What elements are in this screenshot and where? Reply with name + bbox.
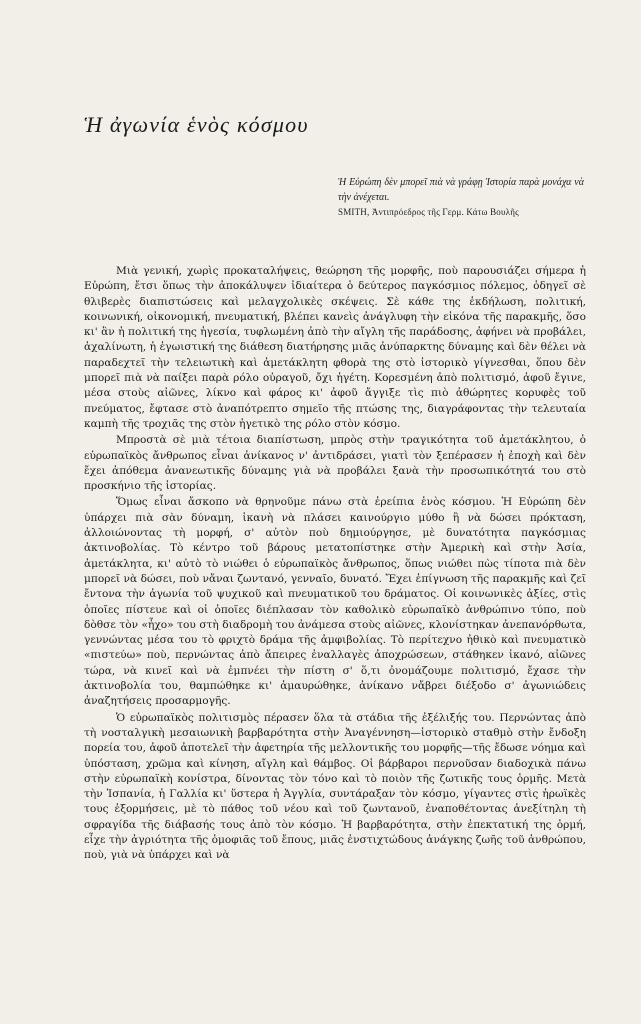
epigraph-quote: Ἡ Εὐρώπη δὲν μπορεῖ πιὰ νὰ γράφῃ Ἱστορία παρὰ μονάχα νὰ τὴν ἀνέχεται. <box>338 177 584 203</box>
paragraph: Μπροστὰ σὲ μιὰ τέτοια διαπίστωση, μπρὸς στὴν τραγικότητα τοῦ ἀμετάκλητου, ὁ εὐρωπαϊκὸς ἄνθρωπος εἶναι ἀνίκανος ν' ἀντιδράσει, γιατὶ τὸν ξεπέρασεν ἡ ἐποχὴ καὶ δὲν ἔχει ἀπόθεμα ἀνανεωτικῆς δύναμης γιὰ νὰ προβάλει ξανὰ τὴν προσωπικότητά του στὸ προσκήνιο τῆς ἱστορίας. <box>84 434 586 493</box>
epigraph <box>338 175 584 220</box>
paragraph: Μιὰ γενική, χωρὶς προκαταλήψεις, θεώρηση τῆς μορφῆς, ποὺ παρουσιάζει σήμερα ἡ Εὐρώπη, ἔτσι ὅπως τὴν ἀποκάλυψεν ἰδιαίτερα ὁ δεύτερος παγκόσμιος πόλεμος, ὁδηγεῖ σὲ θλιβερὲς διαπιστώσεις καὶ μελαγχολικὲς σκέψεις. Σὲ κάθε της ἐκδήλωση, πολιτική, κοινωνική, οἰκονομική, πνευματική, βλέπει κανεὶς ἀνάγλυφη τὴν εἰκόνα τῆς παρακμῆς, ὅσο κι' ἂν ἡ πολιτική της ἡγεσία, τυφλωμένη ἀπὸ τὴν αἴγλη τῆς παράδοσης, ἀφήνει νὰ προβάλει, ἀχαλίνωτη, ἡ ἐγωιστική της διάθεση διατήρησης μιᾶς ἀνύπαρκτης δύναμης καὶ δὲν θέλει νὰ παραδεχτεῖ τὴν τελειωτικὴ καὶ ἀμετάκλητη φθορὰ της στὸ ἱστορικὸ γίγνεσθαι, ὅπου δὲν μπορεῖ πιὰ νὰ παίξει παρὰ ρόλο οὐραγοῦ, ὄχι ἡγέτη. Κορεσμένη ἀπὸ πολιτισμό, ἀφοῦ ἔγινε, μέσα στοὺς αἰῶνες, λίκνο καὶ φάρος κι' ἀφοῦ ἄγγιξε τὶς πιὸ ἀθώρητες κορυφὲς τοῦ πνεύματος, ἔφτασε στὸ ἀναπότρεπτο σημεῖο τῆς πτώσης της, διαγράφοντας τὴν τελευταία καμπὴ τῆς τροχιᾶς της στὸν ἡγετικὸ της ρόλο στὸν κόσμο. <box>84 265 586 430</box>
page-title: Ἡ ἀγωνία ἑνὸς κόσμου <box>84 112 309 137</box>
epigraph-attribution: SMITH, Ἀντιπρόεδρος τῆς Γερμ. Κάτω Βουλῆς <box>338 207 519 217</box>
body-text <box>84 264 586 864</box>
paragraph: Ὅμως εἶναι ἄσκοπο νὰ θρηνοῦμε πάνω στὰ ἐρείπια ἑνὸς κόσμου. Ἡ Εὐρώπη δὲν ὑπάρχει πιὰ σὰν δύναμη, ἱκανὴ νὰ πλάσει καινούργιο μύθο ἢ νὰ δώσει πρόκταση, ἀλλοιώνοντας τὴ μορφή, σ' αὐτὸν ποὺ δημιούργησε, μὲ δυνατότητα παγκόσμιας ἀκτινοβολίας. Τὸ κέντρο τοῦ βάρους μετατοπίστηκε στὴν Ἀμερικὴ καὶ στὴν Ἀσία, ἀμετάκλητα, κι' αὐτὸ τὸ νιώθει ὁ εὐρωπαϊκὸς ἄνθρωπος, ὅπως νιώθει πὼς τίποτα πιὰ δὲν μπορεῖ νὰ δώσει, ποὺ νἄναι ζωντανό, γενναῖο, δυνατό. Ἔχει ἐπίγνωση τῆς παρακμῆς καὶ ζεῖ ἔντονα τὴν ἀγωνία τοῦ ψυχικοῦ καὶ πνευματικοῦ του δράματος. Οἱ κοινωνικὲς ἀξίες, στὶς ὁποῖες πίστευε καὶ οἱ ὁποῖες διέπλασαν τὸν καθολικὸ εὐρωπαϊκὸ ἀνθρώπινο τύπο, ποὺ δὸθσε τὸν «ἦχο» του στὴ διαδρομὴ του ἀνάμεσα στοὺς αἰῶνες, κλονίστηκαν ἀνεπανόρθωτα, γεννώντας μέσα του τὸ φριχτὸ δράμα τῆς ἀμφιβολίας. Τὸ περίτεχνο ἠθικὸ καὶ πνευματικὸ «πιστεύω» ποὺ, περνώντας ἀπὸ ἄπειρες ἐναλλαγὲς ἀποχρώσεων, στάθηκεν ἱκανό, αἰῶνες τώρα, νὰ κινεῖ καὶ νὰ ἐμπνέει τὴν πίστη σ' ὅ,τι ὀνομάζουμε πολιτισμό, ἔχασε τὴν ἀκτινοβολία του, θαμπώθηκε κι' ἀμαυρώθηκε, ἀνίκανο νἄβρει διέξοδο σ' ἀγωνιώδεις ἀναζητήσεις προσαρμογῆς. <box>84 496 586 708</box>
paragraph: Ὁ εὐρωπαϊκὸς πολιτισμὸς πέρασεν ὅλα τὰ στάδια τῆς ἐξέλιξής του. Περνώντας ἀπὸ τὴ νοσταλγικὴ μεσαιωνικὴ βαρβαρότητα στὴν Ἀναγέννηση—ἱστορικὸ σταθμὸ στὴν ἔνδοξη πορεία του, ἀφοῦ ἀποτελεῖ τὴν ἀφετηρία τῆς μελλοντικῆς του μορφῆς—τῆς ἔδωσε νόημα καὶ ὑπόσταση, χρῶμα καὶ κίνηση, αἴγλη καὶ θάμβος. Οἱ βάρβαροι περνοῦσαν διαδοχικὰ πάνω στὴν εὐρωπαϊκὴ κονίστρα, δίνοντας τὸν τόνο καὶ τὸ ποιὸν τῆς ζωτικῆς τους ὁρμῆς. Μετὰ τὴν Ἱσπανία, ἡ Γαλλία κι' ὕστερα ἡ Ἀγγλία, συντάραξαν τὸν κόσμο, γίγαντες στὶς ἡρωϊκὲς τους ἐξορμήσεις, μὲ τὸ πάθος τοῦ νέου καὶ τοῦ ζωντανοῦ, ἐναποθέτοντας ἀνεξίτηλη τὴ σφραγίδα τῆς διάβασής τους ἀπὸ τὸν κόσμο. Ἡ βαρβαρότητα, στὴν ἐπεκτατική της ὁρμή, εἶχε τὴν ἀγριότητα τῆς ὁμοφιᾶς τοῦ ἔπους, μιᾶς ἐνστιχτώδους ἀνάγκης ζωῆς τοῦ ἀνθρώπου, ποὺ, γιὰ νὰ ὑπάρχει καὶ νὰ <box>84 711 586 862</box>
